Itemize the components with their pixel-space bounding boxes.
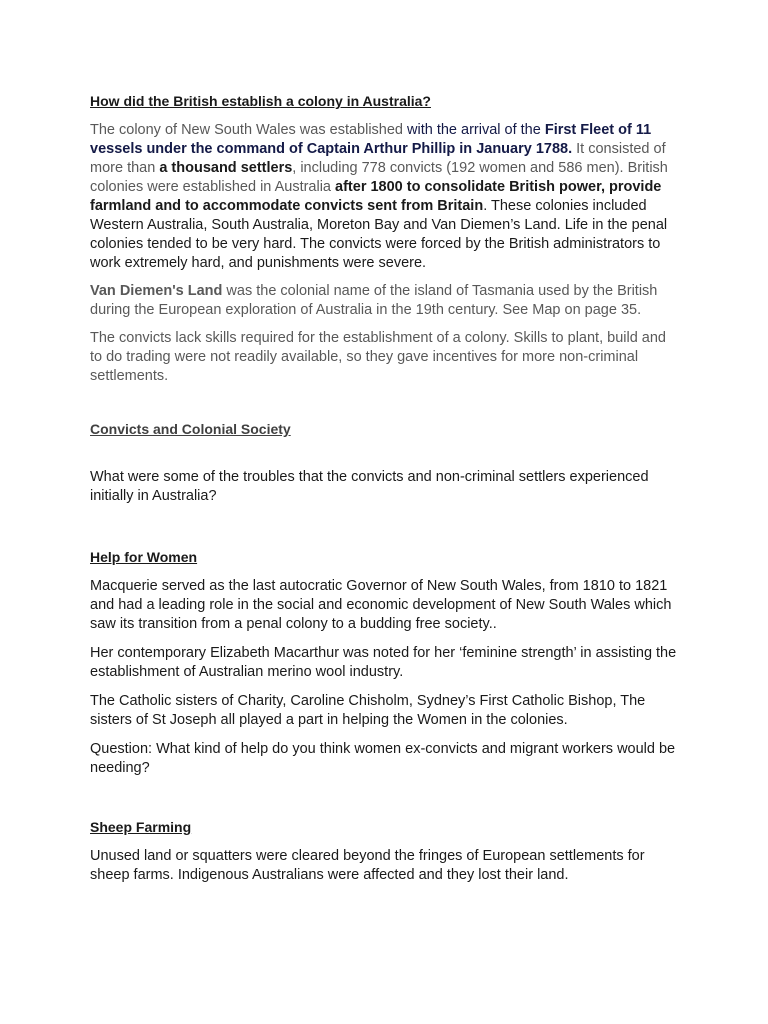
text-span: It consisted of more than bbox=[90, 141, 666, 176]
document-page bbox=[90, 92, 680, 885]
paragraph-van-diemens-land bbox=[90, 282, 680, 320]
paragraph-elizabeth-macarthur: Her contemporary Elizabeth Macarthur was noted for her ‘feminine strength’ in assisting the establishment of Australian merino wool industry. bbox=[90, 645, 677, 680]
heading-sheep-farming: Sheep Farming bbox=[90, 819, 192, 835]
paragraph-troubles-question: What were some of the troubles that the convicts and non-criminal settlers experienced initially in Australia? bbox=[90, 469, 649, 504]
paragraph-colony-establishment bbox=[90, 121, 680, 273]
paragraph-women-question: Question: What kind of help do you think women ex-convicts and migrant workers would be needing? bbox=[90, 741, 676, 776]
heading-convicts-colonial-society: Convicts and Colonial Society bbox=[90, 421, 291, 437]
paragraph-macquerie: Macquerie served as the last autocratic Governor of New South Wales, from 1810 to 1821 and had a leading role in the social and economic development of New South Wales which saw its transition from a penal colony to a budding free society.. bbox=[90, 578, 672, 632]
paragraph-sheep-farming: Unused land or squatters were cleared beyond the fringes of European settlements for sheep farms. Indigenous Australians were affected and they lost their land. bbox=[90, 848, 645, 883]
text-span: was the colonial name of the island of Tasmania used by the British during the European exploration of Australia in the 19th century. See Map on page 35. bbox=[90, 283, 658, 318]
text-span: First Fleet of 11 vessels under the command of Captain Arthur Phillip in January 1788. bbox=[90, 122, 652, 157]
paragraph-convict-skills: The convicts lack skills required for the establishment of a colony. Skills to plant, build and to do trading were not readily available, so they gave incentives for more non-criminal settlements. bbox=[90, 330, 666, 384]
paragraph-catholic-sisters: The Catholic sisters of Charity, Caroline Chisholm, Sydney’s First Catholic Bishop, The sisters of St Joseph all played a part in helping the Women in the colonies. bbox=[90, 693, 646, 728]
text-span: a thousand settlers bbox=[159, 160, 293, 176]
text-span: The colony of New South Wales was established bbox=[90, 122, 408, 138]
heading-british-colony: How did the British establish a colony in Australia? bbox=[90, 93, 431, 109]
text-span: , including 778 convicts (192 women and 586 men). British colonies were established in Australia bbox=[90, 160, 668, 195]
text-span: with the arrival of the bbox=[407, 122, 545, 138]
text-span: . These colonies included Western Australia, South Australia, Moreton Bay and Van Diemen’s Land. Life in the penal colonies tended to be very hard. The convicts were forced by the British administrators to work extremely hard, and punishments were severe. bbox=[90, 198, 668, 271]
text-span: Van Diemen's Land bbox=[90, 283, 223, 299]
text-span: after 1800 to consolidate British power, provide farmland and to accommodate convicts sent from Britain bbox=[90, 179, 662, 214]
heading-help-for-women: Help for Women bbox=[90, 549, 198, 565]
